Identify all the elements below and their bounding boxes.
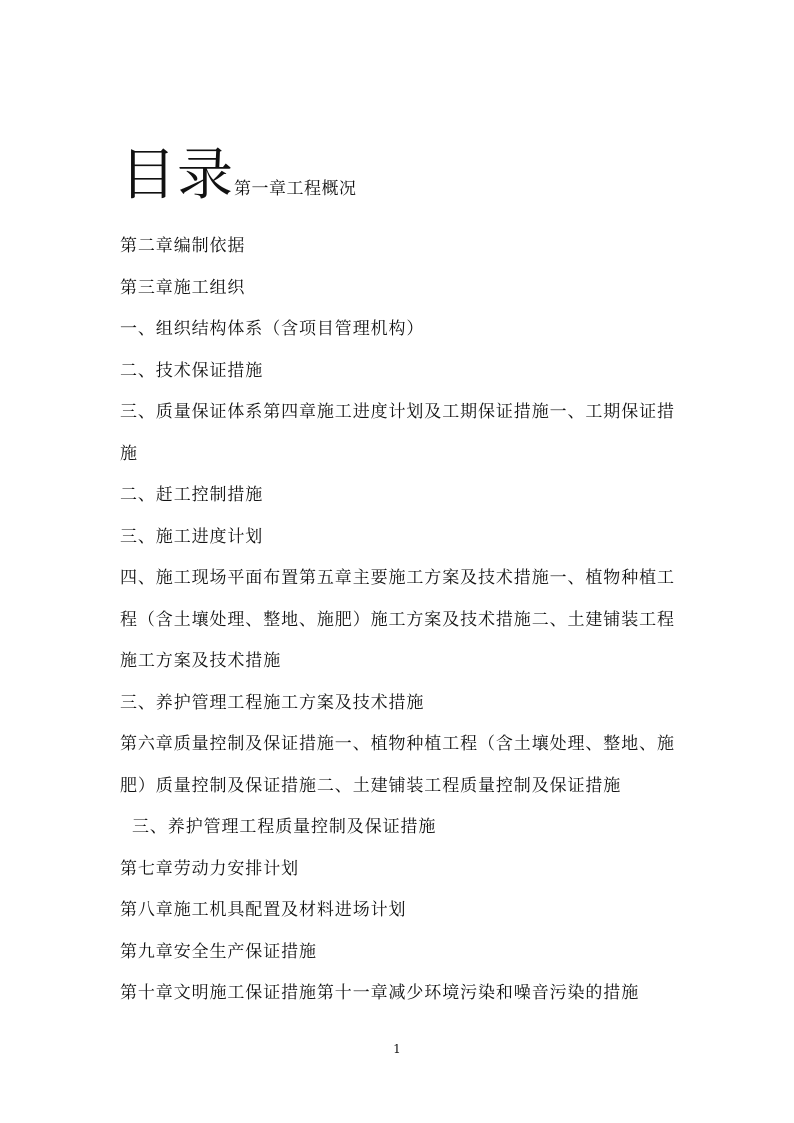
toc-entry: 二、赶工控制措施 xyxy=(120,485,264,505)
toc-title-row xyxy=(120,143,357,208)
toc-entry: 第六章质量控制及保证措施一、植物种植工程（含土壤处理、整地、施肥）质量控制及保证措施二、土建铺装工程质量控制及保证措施 xyxy=(120,734,675,796)
toc-entry: 三、质量保证体系第四章施工进度计划及工期保证措施一、工期保证措施 xyxy=(120,402,675,464)
toc-entry: 一、组织结构体系（含项目管理机构） xyxy=(120,319,425,339)
toc-entry: 第八章施工机具配置及材料进场计划 xyxy=(120,900,407,920)
toc-entry: 第九章安全生产保证措施 xyxy=(120,941,317,962)
toc-entry-chapter-1: 第一章工程概况 xyxy=(234,179,357,199)
toc-entry: 四、施工现场平面布置第五章主要施工方案及技术措施一、植物种植工程（含土壤处理、整地、施肥）施工方案及技术措施二、土建铺装工程施工方案及技术措施 xyxy=(120,568,675,671)
toc-entry: 三、养护管理工程施工方案及技术措施 xyxy=(120,692,425,713)
toc-entry: 三、施工进度计划 xyxy=(120,526,264,547)
table-of-contents xyxy=(120,226,680,1015)
toc-entry: 第十章文明施工保证措施第十一章减少环境污染和噪音污染的措施 xyxy=(120,983,640,1003)
toc-entry: 三、养护管理工程质量控制及保证措施 xyxy=(132,817,437,837)
toc-title: 目录 xyxy=(120,143,234,208)
page-number: 1 xyxy=(393,1042,401,1056)
toc-entry: 二、技术保证措施 xyxy=(120,360,264,381)
toc-entry: 第二章编制依据 xyxy=(120,236,246,256)
toc-entry: 第三章施工组织 xyxy=(120,277,246,298)
toc-entry: 第七章劳动力安排计划 xyxy=(120,858,299,879)
